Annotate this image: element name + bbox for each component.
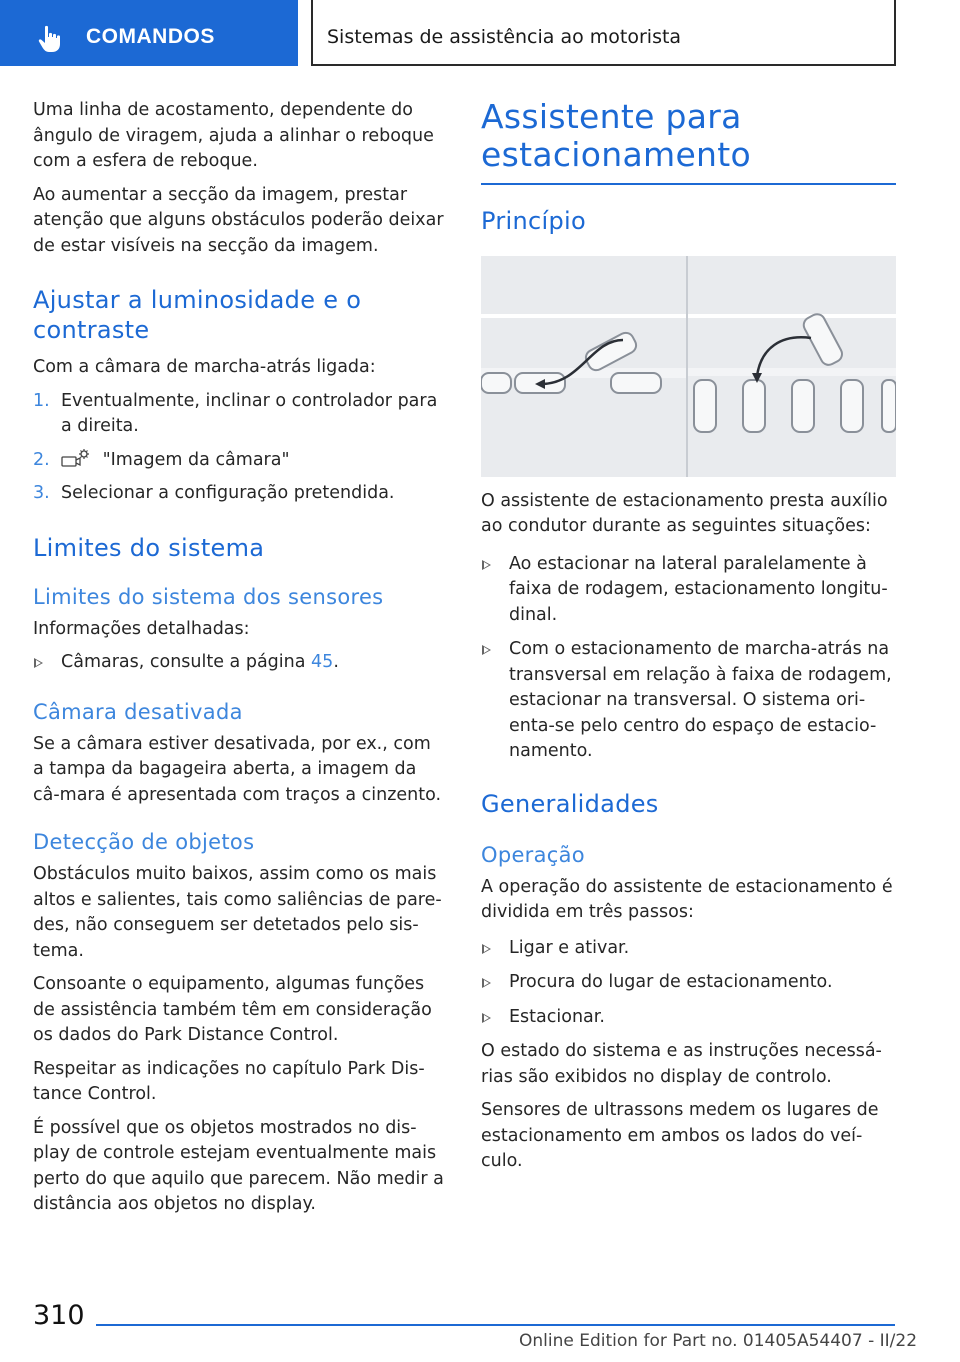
hand-pointer-icon [36, 24, 66, 54]
paragraph: Se a câmara estiver desativada, por ex., com a tampa da bagageira aberta, a imagem da câ-mara é apresentada com traços a cinzento. [33, 733, 442, 805]
heading-camera-deactivated: Câmara desativada [33, 699, 243, 724]
step-number: 2. [33, 449, 50, 470]
triangle-bullet-icon [482, 560, 491, 570]
triangle-bullet-icon [482, 645, 491, 655]
paragraph: O estado do sistema e as instruções necessá-rias são exibidos no display de controlo. [481, 1041, 882, 1087]
heading-operation: Operação [481, 842, 585, 867]
header-chapter-box [311, 0, 896, 66]
step-3 [33, 481, 447, 507]
triangle-bullet-icon [34, 658, 43, 668]
bullet-text: Ligar e ativar. [509, 937, 630, 958]
heading-object-detection: Detecção de objetos [33, 830, 255, 854]
step-text: Eventualmente, inclinar o controlador para a direita. [61, 390, 438, 436]
paragraph: Uma linha de acostamento, dependente do ângulo de viragem, ajuda a alinhar o reboque com a esfera de reboque. [33, 100, 434, 171]
list-item [481, 552, 896, 629]
heading-sensor-limits: Limites do sistema dos sensores [33, 584, 384, 609]
paragraph: Sensores de ultrassons medem os lugares de estacionamento em ambos os lados do veí-culo. [481, 1100, 879, 1171]
parking-illustration [481, 256, 896, 477]
paragraph: A operação do assistente de estacionamento é dividida em três passos: [481, 876, 893, 922]
paragraph: É possível que os objetos mostrados no dis-play de controle estejam eventualmente mais perto do que aquilo que parecem. Não medir a distância aos objetos no display. [33, 1117, 444, 1214]
step-number: 3. [33, 483, 50, 503]
header-section-label: COMANDOS [86, 25, 215, 48]
header-section-tab [0, 0, 298, 66]
right-column [481, 98, 896, 1183]
step-2 [33, 448, 447, 474]
paragraph: Respeitar as indicações no capítulo Park Dis-tance Control. [33, 1058, 425, 1104]
header-chapter-title: Sistemas de assistência ao motorista [327, 26, 682, 48]
paragraph: Ao aumentar a secção da imagem, prestar atenção que alguns obstáculos poderão deixar de estar visíveis na secção da imagem. [33, 184, 444, 256]
left-column [33, 98, 447, 1226]
bullet-text: Com o estacionamento de marcha-atrás na transversal em relação à faixa de rodagem, estacionar na transversal. O sistema ori-enta-se pelo centro do espaço de estacio-namento. [509, 639, 892, 761]
bullet-text: Ao estacionar na lateral paralelamente à faixa de rodagem, estacionamento longitu-dinal. [509, 553, 888, 625]
page-link[interactable]: 45 [311, 652, 334, 672]
paragraph: Informações detalhadas: [33, 618, 250, 639]
heading-parking-assistant: Assistente para estacionamento [481, 97, 751, 174]
list-item [481, 970, 896, 996]
camera-settings-icon [61, 448, 91, 468]
step-text: "Imagem da câmara" [102, 449, 290, 470]
heading-general: Generalidades [481, 789, 659, 818]
page-number: 310 [33, 1300, 85, 1331]
list-item [33, 650, 447, 676]
list-item [481, 936, 896, 962]
paragraph: Com a câmara de marcha-atrás ligada: [33, 357, 376, 377]
list-item [481, 637, 896, 765]
bullet-text: Câmaras, consulte a página [61, 652, 306, 672]
footer-edition: Online Edition for Part no. 01405A54407 - II/22 [519, 1331, 918, 1351]
step-1 [33, 389, 447, 440]
list-item [481, 1005, 896, 1031]
heading-principle: Princípio [481, 206, 586, 235]
heading-system-limits: Limites do sistema [33, 533, 265, 562]
paragraph: Obstáculos muito baixos, assim como os mais altos e salientes, tais como saliências de pare-des, não conseguem ser detetados pelo sis-tema. [33, 864, 442, 961]
heading-rule [481, 183, 896, 185]
footer-rule [96, 1324, 895, 1326]
triangle-bullet-icon [482, 1013, 491, 1023]
triangle-bullet-icon [482, 978, 491, 988]
step-number: 1. [33, 390, 50, 411]
bullet-text: Estacionar. [509, 1006, 605, 1027]
paragraph: Consoante o equipamento, algumas funções de assistência também têm em consideração os dados do Park Distance Control. [33, 974, 432, 1045]
triangle-bullet-icon [482, 944, 491, 954]
paragraph: O assistente de estacionamento presta auxílio ao condutor durante as seguintes situações: [481, 490, 888, 536]
heading-brightness-contrast: Ajustar a luminosidade e o contraste [33, 286, 362, 344]
bullet-period: . [333, 652, 339, 672]
step-text: Selecionar a configuração pretendida. [61, 483, 395, 503]
bullet-text: Procura do lugar de estacionamento. [509, 972, 833, 992]
